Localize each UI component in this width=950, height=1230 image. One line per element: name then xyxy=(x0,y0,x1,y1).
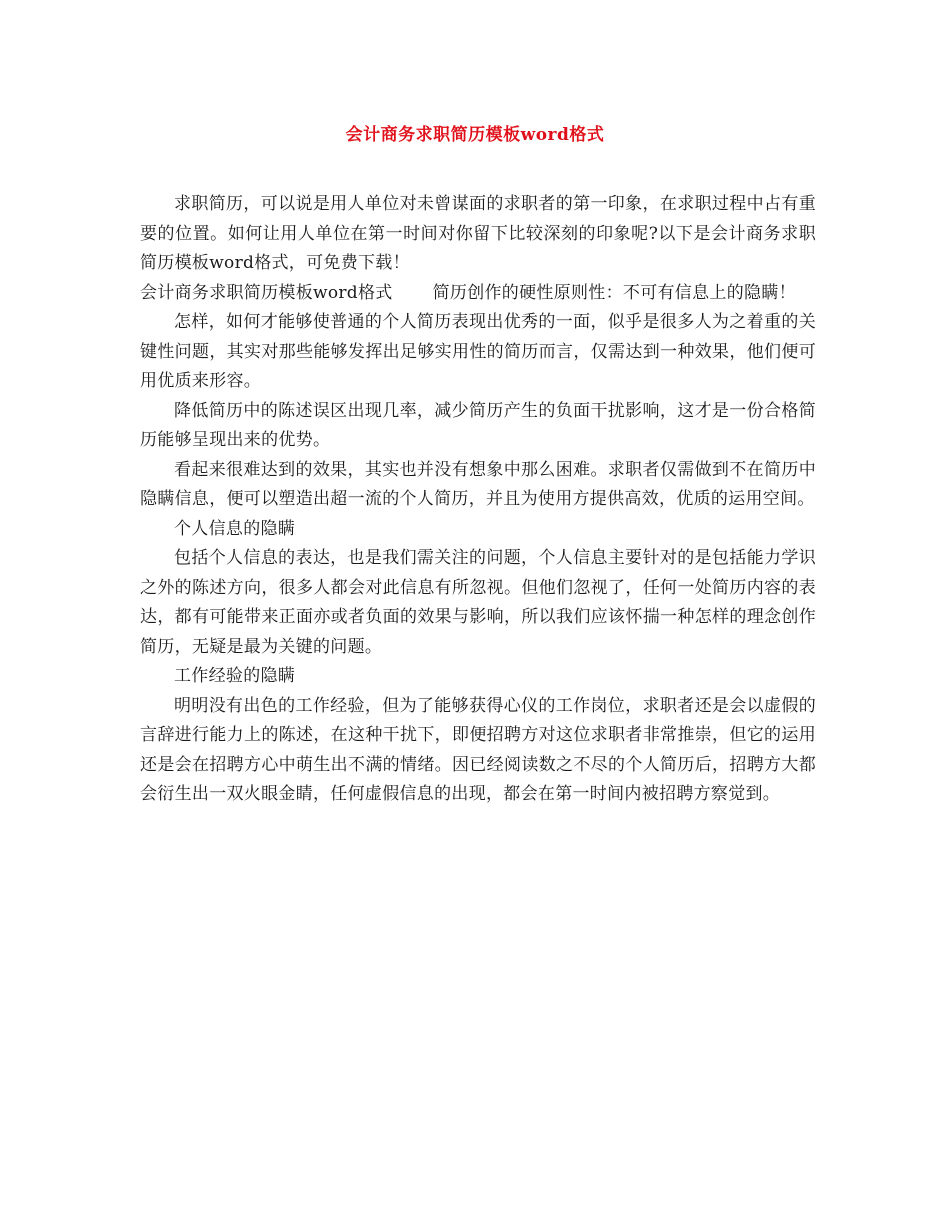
section-heading-personal-info: 个人信息的隐瞒 xyxy=(174,518,296,539)
heading-line-part2: 简历创作的硬性原则性：不可有信息上的隐瞒！ xyxy=(432,282,796,303)
section-heading-work-experience: 工作经验的隐瞒 xyxy=(174,666,296,686)
paragraph-1: 怎样，如何才能够使普通的个人简历表现出优秀的一面，似乎是很多人为之着重的关键性问题，其实对那些能够发挥出足够实用性的简历而言，仅需达到一种效果，他们便可用优质来形容。 xyxy=(140,312,816,391)
document-title: 会计商务求职简历模板word格式 xyxy=(345,125,605,145)
heading-line xyxy=(140,279,816,309)
paragraph-3: 看起来很难达到的效果，其实也并没有想象中那么困难。求职者仅需做到不在简历中隐瞒信息，便可以塑造出超一流的个人简历，并且为使用方提供高效，优质的运用空间。 xyxy=(140,459,816,509)
paragraph-2: 降低简历中的陈述误区出现几率，减少简历产生的负面干扰影响，这才是一份合格简历能够呈现出来的优势。 xyxy=(140,400,816,450)
paragraph-5: 明明没有出色的工作经验，但为了能够获得心仪的工作岗位，求职者还是会以虚假的言辞进行能力上的陈述，在这种干扰下，即便招聘方对这位求职者非常推崇，但它的运用还是会在招聘方心中萌生出不满的情绪。因已经阅读数之不尽的个人简历后，招聘方大都会衍生出一双火眼金睛，任何虚假信息的出现，都会在第一时间内被招聘方察觉到。 xyxy=(140,695,816,804)
paragraph-4: 包括个人信息的表达，也是我们需关注的问题，个人信息主要针对的是包括能力学识之外的陈述方向，很多人都会对此信息有所忽视。但他们忽视了，任何一处简历内容的表达，都有可能带来正面亦或者负面的效果与影响，所以我们应该怀揣一种怎样的理念创作简历，无疑是最为关键的问题。 xyxy=(140,548,816,657)
heading-line-part1: 会计商务求职简历模板word格式 xyxy=(140,282,393,303)
intro-paragraph: 求职简历，可以说是用人单位对未曾谋面的求职者的第一印象，在求职过程中占有重要的位置。如何让用人单位在第一时间对你留下比较深刻的印象呢?以下是会计商务求职简历模板word格式，可免费下载！ xyxy=(140,194,816,273)
document-body xyxy=(140,190,816,810)
